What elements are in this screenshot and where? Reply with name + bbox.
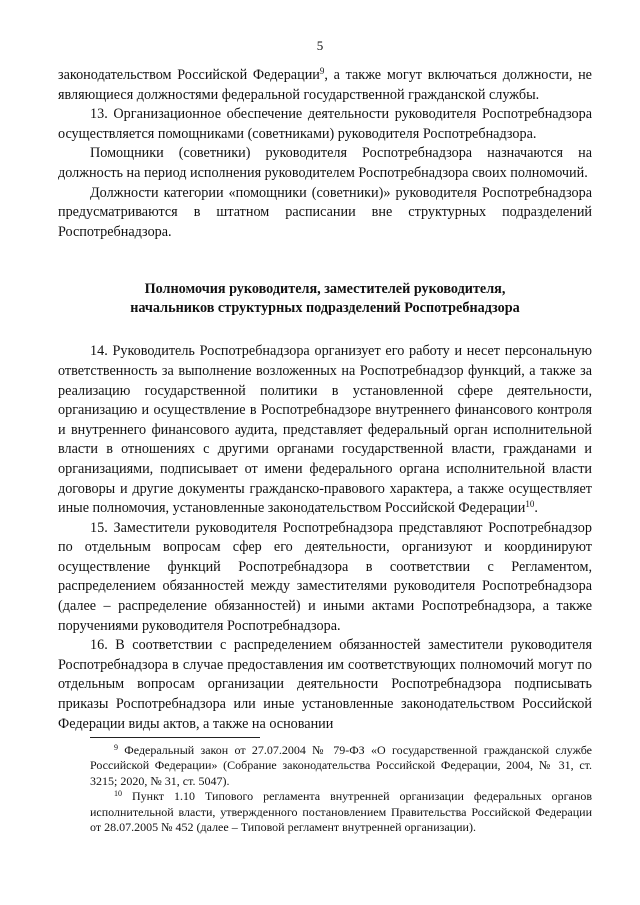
- paragraph-13: 13. Организационное обеспечение деятельности руководителя Роспотребнадзора осуществляется помощниками (советниками) руководителя Роспотребнадзора.: [58, 106, 592, 142]
- paragraph-16: 16. В соответствии с распределением обязанностей заместители руководителя Роспотребнадзора в случае предоставления им соответствующих полномочий могут по отдельным вопросам организации деятельности Роспотребнадзора подписывать приказы Роспотребнадзора или иные установленные законодательством Российской Федерации виды актов, а также на основании: [58, 637, 592, 732]
- paragraph-assistants-positions: Должности категории «помощники (советники)» руководителя Роспотребнадзора предусматриваются в штатном расписании вне структурных подразделений Роспотребнадзора.: [58, 184, 592, 240]
- footnote-ref-10[interactable]: 10: [525, 499, 535, 510]
- section-heading-line-1: Полномочия руководителя, заместителей руководителя,: [144, 281, 506, 298]
- footnote-9: [90, 743, 592, 789]
- footnote-ref-9[interactable]: 9: [319, 66, 325, 76]
- paragraph-text: .: [534, 500, 538, 517]
- paragraph-text: законодательством Российской Федерации: [58, 67, 320, 83]
- paragraph-assistants-appointment: Помощники (советники) руководителя Роспотребнадзора назначаются на должность на период исполнения руководителем Роспотребнадзора своих полномочий.: [58, 145, 592, 181]
- section-heading-line-2: начальников структурных подразделений Роспотребнадзора: [130, 300, 520, 317]
- footnote-text: Пункт 1.10 Типового регламента внутренней организации федеральных органов исполнительной власти, утвержденного постановлением Правительства Российской Федерации от 28.07.2005 № 452 (далее – Типовой регламент внутренней организации).: [90, 789, 592, 835]
- page-number: 5: [316, 38, 324, 53]
- footnote-text: Федеральный закон от 27.07.2004 № 79-ФЗ «О государственной гражданской службе Российской Федерации» (Собрание законодательства Российской Федерации, 2004, № 31, ст. 3215; 2020, № 31, ст. 5047).: [90, 743, 592, 788]
- footnote-mark: 10: [114, 789, 122, 799]
- paragraph-text: 14. Руководитель Роспотребнадзора организует его работу и несет персональную ответственность за выполнение возложенных на Роспотребнадзор функций, а также за реализацию государственной политики в установленной сфере деятельности, организацию и осуществление в Роспотребнадзоре внутреннего финансового контроля и внутреннего финансового аудита, представляет федеральный орган исполнительной власти в отношениях с другими органами государственной власти, гражданами и организациями, подписывает от имени федерального органа исполнительной власти договоры и другие документы гражданско-правового характера, а также осуществляет иные полномочия, установленные законодательством Российской Федерации: [58, 343, 592, 517]
- section-heading: [58, 280, 592, 318]
- paragraph-14: [58, 342, 592, 518]
- footnote-10: [90, 789, 592, 835]
- paragraph-text: , а также могут включаться должности, не являющиеся должностями федеральной государственной гражданской службы.: [58, 67, 592, 103]
- footnote-divider: [90, 737, 260, 738]
- paragraph-15: 15. Заместители руководителя Роспотребнадзора представляют Роспотребнадзор по отдельным вопросам сфер его деятельности, организуют и координируют осуществление функций Роспотребнадзора в соответствии с Регламентом, распределением обязанностей между заместителями руководителя Роспотребнадзора (далее – распределение обязанностей) и иными актами Роспотребнадзора, а также поручениями руководителя Роспотребнадзора.: [58, 519, 592, 634]
- footnote-mark: 9: [114, 743, 118, 752]
- paragraph-continuation: [58, 66, 592, 105]
- body-text: [58, 66, 592, 734]
- footnotes: [90, 743, 592, 835]
